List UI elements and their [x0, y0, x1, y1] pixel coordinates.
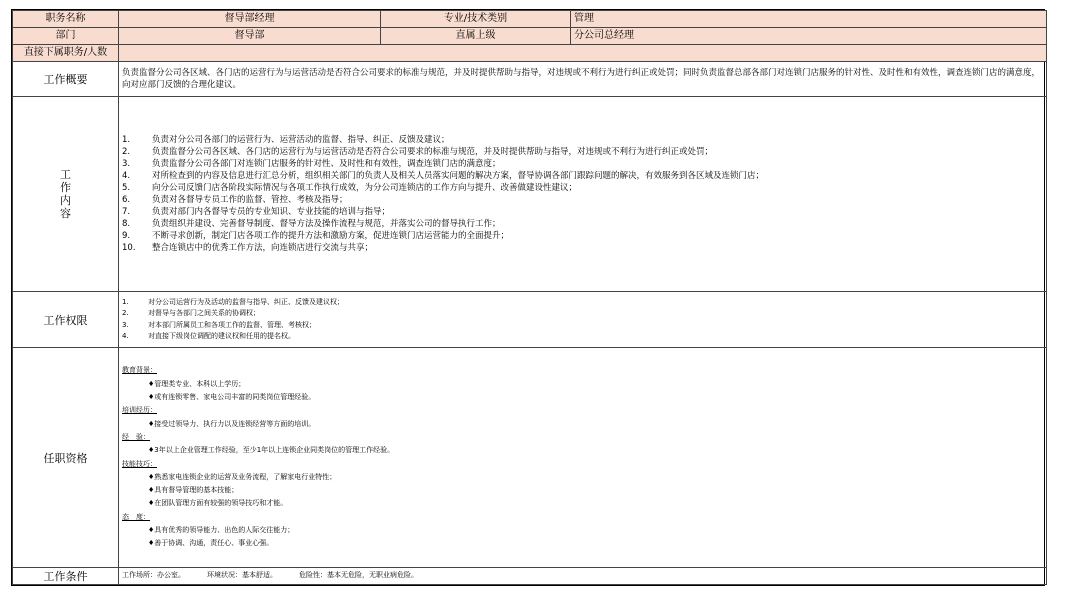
section-title: 技能技巧： — [122, 459, 157, 468]
superior-value: 分公司总经理 — [571, 28, 1047, 45]
duties-label: 工 作 内 容 — [13, 97, 119, 292]
job-description-table — [11, 9, 1045, 586]
list-item: 4. 对直接下级岗位调配的建议权和任用的提名权。 — [122, 332, 295, 340]
summary-text: 负责监督分公司各区域、各门店的运营行为与运营活动是否符合公司要求的标准与规范，并及时提供帮助与指导，对违规或不利行为进行纠正或处罚；同时负责监督总部各部门对连锁门店服务的针对性、及时性和有效性，调查连锁门店的满意度，向对应部门反馈的合理化建议。 — [119, 62, 1047, 97]
list-item: 9. 不断寻求创新，制定门店各项工作的提升方法和激励方案，促进连锁门店运营能力的全面提升； — [122, 231, 510, 241]
summary-label: 工作概要 — [13, 62, 119, 97]
qualification-row — [13, 348, 1047, 568]
job-title-value: 督导部经理 — [119, 11, 381, 28]
section-title: 教育背景： — [122, 366, 157, 375]
job-title-label: 职务名称 — [13, 11, 119, 28]
list-item: ♦3年以上企业管理工作经验，至少1年以上连锁企业同类岗位的管理工作经验。 — [148, 446, 395, 455]
summary-row — [13, 62, 1047, 97]
work-risk: 危险性：基本无危险，无职业病危险。 — [299, 571, 418, 580]
header-row-dept — [13, 28, 1047, 45]
superior-label: 直属上级 — [381, 28, 571, 45]
authority-list — [119, 292, 1047, 348]
list-item: ♦在团队管理方面有较强的领导技巧和才能。 — [148, 499, 288, 508]
category-value: 管理 — [571, 11, 1047, 28]
list-item: ♦具有督导管理的基本技能； — [148, 486, 239, 495]
list-item: 6. 负责对各督导专员工作的监督、管控、考核及指导； — [122, 195, 348, 205]
section-title: 培训经历： — [122, 406, 157, 415]
header-row-title — [13, 11, 1047, 28]
dept-value: 督导部 — [119, 28, 381, 45]
work-environment: 环境状况：基本舒适。 — [207, 571, 277, 580]
dept-label: 部门 — [13, 28, 119, 45]
list-item: ♦管理类专业、本科以上学历； — [148, 379, 246, 388]
list-item: 3. 负责监督分公司各部门对连锁门店服务的针对性、及时性和有效性，调查连锁门店的满意度； — [122, 159, 501, 169]
list-item: ♦熟悉家电连锁企业的运营及业务流程，了解家电行业特性； — [148, 472, 337, 481]
list-item: 8. 负责组织并建设、完善督导制度、督导方法及操作流程与规范，并落实公司的督导执行工作； — [122, 219, 501, 229]
conditions-label: 工作条件 — [13, 568, 119, 585]
qualification-list — [119, 348, 1047, 568]
work-place: 工作场所：办公室。 — [122, 571, 185, 580]
category-label: 专业/技术类别 — [381, 11, 571, 28]
section-title: 态 度： — [122, 512, 150, 521]
duties-row — [13, 97, 1047, 292]
authority-label: 工作权限 — [13, 292, 119, 348]
section-title: 经 验： — [122, 432, 150, 441]
list-item: 2. 对督导与各部门之间关系的协调权； — [122, 309, 260, 317]
duties-list — [119, 97, 1047, 292]
list-item: ♦善于协调、沟通，责任心、事业心强。 — [148, 539, 274, 548]
conditions-text — [119, 568, 1047, 585]
subordinates-label: 直接下属职务/人数 — [13, 45, 119, 62]
list-item: 3. 对本部门所属员工和各项工作的监督、管理、考核权； — [122, 320, 316, 329]
conditions-row — [13, 568, 1047, 585]
list-item: 7. 负责对部门内各督导专员的专业知识、专业技能的培训与指导； — [122, 207, 391, 217]
header-row-subordinates — [13, 45, 1047, 62]
list-item: 4. 对所检查到的内容及信息进行汇总分析，组织相关部门的负责人及相关人员落实问题的解决方案，督导协调各部门跟踪问题的解决，有效服务到各区域及连锁门店； — [122, 171, 765, 181]
list-item: 1. 对分公司运营行为及活动的监督与指导、纠正、反馈及建议权； — [122, 297, 344, 306]
subordinates-value — [119, 45, 1047, 62]
list-item: ♦或有连锁零售、家电公司丰富的同类岗位管理经验。 — [148, 393, 316, 402]
list-item: 5. 向分公司反馈门店各阶段实际情况与各项工作执行成效，为分公司连锁店的工作方向与提升、改善做建设性建议； — [122, 183, 578, 193]
list-item: 2. 负责监督分公司各区域、各门店的运营行为与运营活动是否符合公司要求的标准与规范，并及时提供帮助与指导，对违规或不利行为进行纠正或处罚； — [122, 147, 714, 157]
authority-row — [13, 292, 1047, 348]
list-item: 10. 整合连锁店中的优秀工作方法，向连锁店进行交流与共享； — [122, 243, 374, 253]
list-item: 1. 负责对分公司各部门的运营行为、运营活动的监督、指导、纠正、反馈及建议； — [122, 135, 450, 145]
list-item: ♦接受过领导力、执行力以及连锁经营等方面的培训。 — [148, 419, 316, 428]
qualification-label: 任职资格 — [13, 348, 119, 568]
list-item: ♦具有优秀的领导能力、出色的人际交往能力； — [148, 525, 295, 534]
